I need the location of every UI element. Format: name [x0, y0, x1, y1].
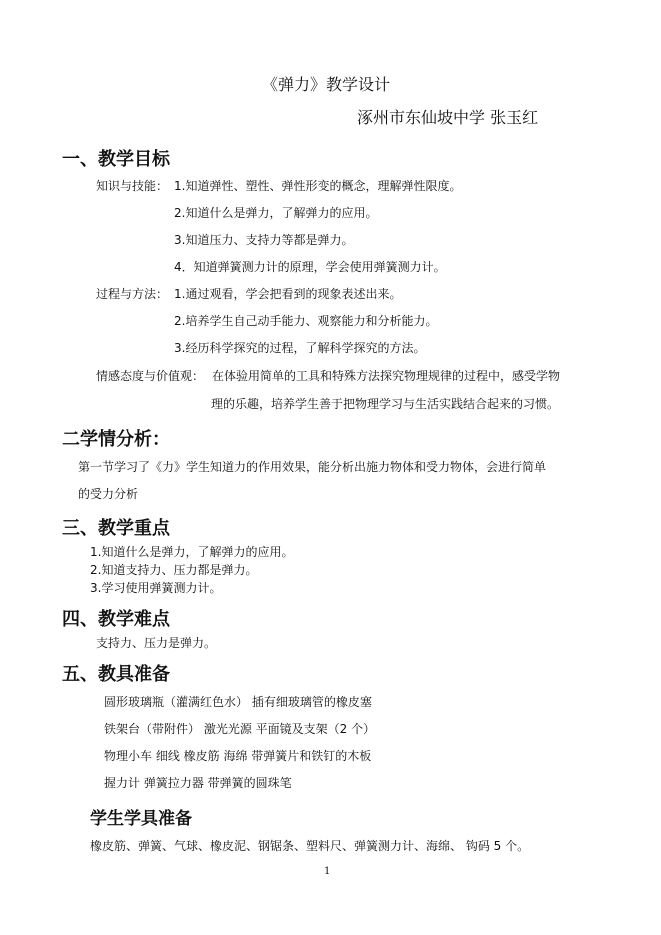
analysis-text-line1: 第一节学习了《力》学生知道力的作用效果，能分析出施力物体和受力物体，会进行简单	[78, 460, 547, 474]
section-heading-difficulties: 四、教学难点	[62, 609, 170, 630]
analysis-text-line2: 的受力分析	[78, 487, 139, 501]
process-item: 3.经历科学探究的过程，了解科学探究的方法。	[174, 341, 426, 355]
section-heading-equipment: 五、教具准备	[62, 664, 170, 685]
emotion-text-line2: 理的乐趣，培养学生善于把物理学习与生活实践结合起来的习惯。	[211, 397, 560, 411]
equipment-row: 圆形玻璃瓶（灌满红色水） 插有细玻璃管的橡皮塞	[104, 695, 372, 709]
student-materials-text: 橡皮筋、弹簧、气球、橡皮泥、钢锯条、塑料尺、弹簧测力计、海绵、 钩码 5 个。	[90, 839, 530, 853]
section-heading-objectives: 一、教学目标	[62, 149, 170, 170]
difficulty-text: 支持力、压力是弹力。	[96, 636, 217, 650]
emotion-text-line1: 在体验用简单的工具和特殊方法探究物理规律的过程中，感受学物	[212, 369, 561, 383]
section-heading-analysis: 二学情分析：	[62, 429, 170, 450]
key-point-item: 1.知道什么是弹力，了解弹力的应用。	[90, 545, 294, 559]
doc-author: 涿州市东仙坡中学 张玉红	[357, 108, 539, 127]
key-point-item: 3.学习使用弹簧测力计。	[90, 581, 222, 595]
knowledge-item: 1.知道弹性、塑性、弹性形变的概念，理解弹性限度。	[174, 179, 462, 193]
doc-title: 《弹力》教学设计	[262, 75, 391, 94]
process-item: 1.通过观看，学会把看到的现象表述出来。	[174, 287, 402, 301]
page-number: 1	[324, 866, 331, 877]
equipment-row: 铁架台（带附件） 激光光源 平面镜及支架（2 个）	[104, 722, 376, 736]
section-heading-key-points: 三、教学重点	[62, 518, 170, 539]
knowledge-item: 4．知道弹簧测力计的原理，学会使用弹簧测力计。	[174, 260, 446, 274]
section-heading-student-materials: 学生学具准备	[90, 809, 192, 829]
process-label: 过程与方法：	[96, 287, 169, 301]
key-point-item: 2.知道支持力、压力都是弹力。	[90, 563, 258, 577]
knowledge-label: 知识与技能：	[96, 179, 169, 193]
equipment-row: 握力计 弹簧拉力器 带弹簧的圆珠笔	[104, 776, 292, 790]
emotion-label: 情感态度与价值观：	[96, 369, 205, 383]
knowledge-item: 2.知道什么是弹力，了解弹力的应用。	[174, 206, 378, 220]
process-item: 2.培养学生自己动手能力、观察能力和分析能力。	[174, 314, 438, 328]
knowledge-item: 3.知道压力、支持力等都是弹力。	[174, 233, 354, 247]
equipment-row: 物理小车 细线 橡皮筋 海绵 带弹簧片和铁钉的木板	[104, 749, 372, 763]
